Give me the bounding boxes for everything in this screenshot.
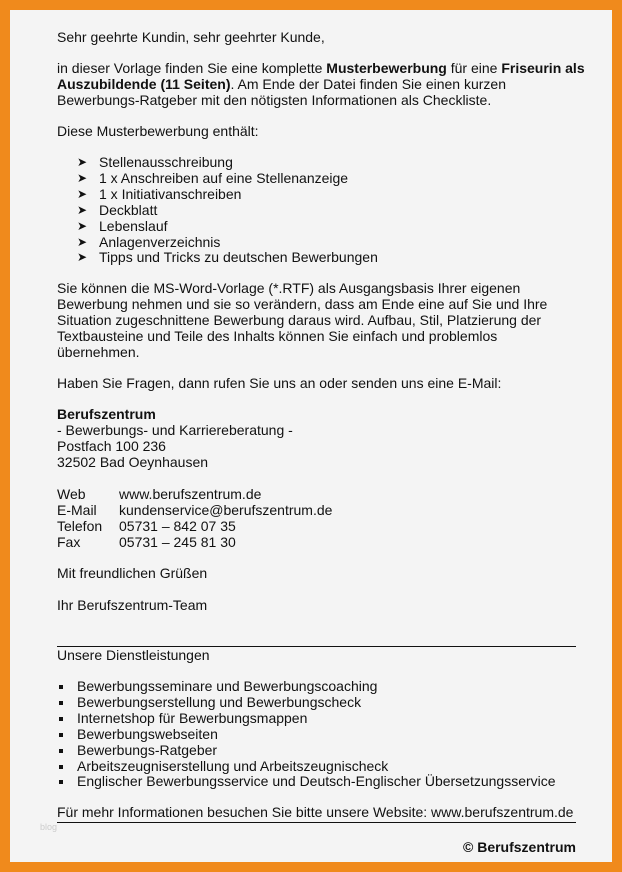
greeting: Sehr geehrte Kundin, sehr geehrter Kunde,: [57, 29, 325, 45]
item-text: 1 x Anschreiben auf eine Stellenanzeige: [99, 169, 349, 186]
closing: Mit freundlichen Grüßen: [57, 565, 208, 581]
address-line: - Bewerbungs- und Karriereberatung -: [57, 421, 293, 438]
contents-item: [57, 171, 587, 187]
item-text: 1 x Initiativanschreiben: [99, 185, 242, 202]
contact-table: [57, 487, 587, 551]
intro-bold: Friseurin als Auszubildende (11 Seiten): [57, 60, 585, 92]
square-bullet-icon: [59, 701, 63, 705]
contents-list: [57, 155, 587, 266]
item-text: Stellenausschreibung: [99, 154, 233, 170]
item-text: Arbeitszeugniserstellung und Arbeitszeugnischeck: [77, 757, 389, 774]
contact-value: kundenservice@berufszentrum.de: [119, 501, 333, 518]
contents-item: [57, 155, 587, 171]
more-info: Für mehr Informationen besuchen Sie bitte unsere Website: www.berufszentrum.de: [57, 804, 574, 820]
arrow-bullet-icon: ➤: [77, 234, 88, 249]
item-text: Lebenslauf: [99, 217, 168, 234]
contact-row: [57, 503, 587, 519]
document-page: [10, 10, 612, 862]
arrow-bullet-icon: ➤: [77, 202, 88, 217]
intro-text: in dieser Vorlage finden Sie eine komplette: [57, 60, 327, 76]
item-text: Bewerbungswebseiten: [77, 725, 218, 742]
contact-label: Web: [57, 486, 86, 502]
intro-text: . Am Ende der Datei finden Sie einen kurzen Bewerbungs-Ratgeber mit den nötigsten Informationen als Checkliste.: [57, 75, 506, 108]
address-block: [57, 407, 587, 471]
contact-label: Fax: [57, 533, 81, 550]
item-text: Englischer Bewerbungsservice und Deutsch-Englischer Übersetzungsservice: [77, 773, 556, 790]
contents-item: [57, 250, 587, 266]
contact-label: E-Mail: [57, 501, 97, 518]
watermark: blog: [40, 822, 58, 832]
square-bullet-icon: [59, 749, 63, 753]
square-bullet-icon: [59, 765, 63, 769]
contents-item: [57, 235, 587, 251]
intro-paragraph: [57, 61, 587, 109]
divider: [57, 822, 576, 823]
company-name: Berufszentrum: [57, 406, 156, 422]
service-item: [57, 727, 587, 743]
contents-item: [57, 187, 587, 203]
address-line: 32502 Bad Oeynhausen: [57, 453, 209, 470]
contact-row: [57, 519, 587, 535]
service-item: [57, 711, 587, 727]
item-text: Deckblatt: [99, 201, 158, 218]
contact-value: 05731 – 245 81 30: [119, 533, 236, 550]
service-item: [57, 774, 587, 790]
contents-item: [57, 203, 587, 219]
contact-value: www.berufszentrum.de: [119, 486, 262, 502]
arrow-bullet-icon: ➤: [77, 170, 88, 185]
contact-row: [57, 487, 587, 503]
arrow-bullet-icon: ➤: [77, 250, 88, 265]
contact-value: 05731 – 842 07 35: [119, 517, 236, 534]
square-bullet-icon: [59, 780, 63, 784]
square-bullet-icon: [59, 717, 63, 721]
questions-text: Haben Sie Fragen, dann rufen Sie uns an oder senden uns eine E-Mail:: [57, 375, 502, 391]
arrow-bullet-icon: ➤: [77, 218, 88, 233]
contents-item: [57, 219, 587, 235]
item-text: Anlagenverzeichnis: [99, 233, 221, 250]
item-text: Internetshop für Bewerbungsmappen: [77, 709, 308, 726]
contact-label: Telefon: [57, 517, 103, 534]
item-text: Tipps und Tricks zu deutschen Bewerbungen: [99, 249, 378, 266]
item-text: Bewerbungsseminare und Bewerbungscoaching: [77, 678, 378, 694]
service-item: [57, 679, 587, 695]
signature: Ihr Berufszentrum-Team: [57, 597, 208, 613]
intro-text: für eine: [446, 60, 502, 76]
square-bullet-icon: [59, 733, 63, 737]
usage-paragraph: Sie können die MS-Word-Vorlage (*.RTF) als Ausgangsbasis Ihrer eigenen Bewerbung nehmen und sie so verändern, dass am Ende eine auf Sie und Ihre Situation zugeschnittene Bewerbung daraus wird. Aufbau, Stil, Platzierung der Textbausteine und Teile des Inhalts können Sie einfach und problemlos übernehmen.: [57, 280, 548, 360]
item-text: Bewerbungserstellung und Bewerbungscheck: [77, 693, 362, 710]
item-text: Bewerbungs-Ratgeber: [77, 741, 218, 758]
contents-heading: Diese Musterbewerbung enthält:: [57, 123, 259, 139]
services-list: [57, 679, 587, 790]
square-bullet-icon: [59, 685, 63, 689]
contact-row: [57, 535, 587, 551]
address-line: Postfach 100 236: [57, 437, 166, 454]
service-item: [57, 743, 587, 759]
copyright: © Berufszentrum: [463, 839, 576, 855]
service-item: [57, 695, 587, 711]
arrow-bullet-icon: ➤: [77, 186, 88, 201]
services-heading: Unsere Dienstleistungen: [57, 647, 210, 663]
arrow-bullet-icon: ➤: [77, 155, 88, 169]
intro-bold: Musterbewerbung: [326, 60, 447, 76]
